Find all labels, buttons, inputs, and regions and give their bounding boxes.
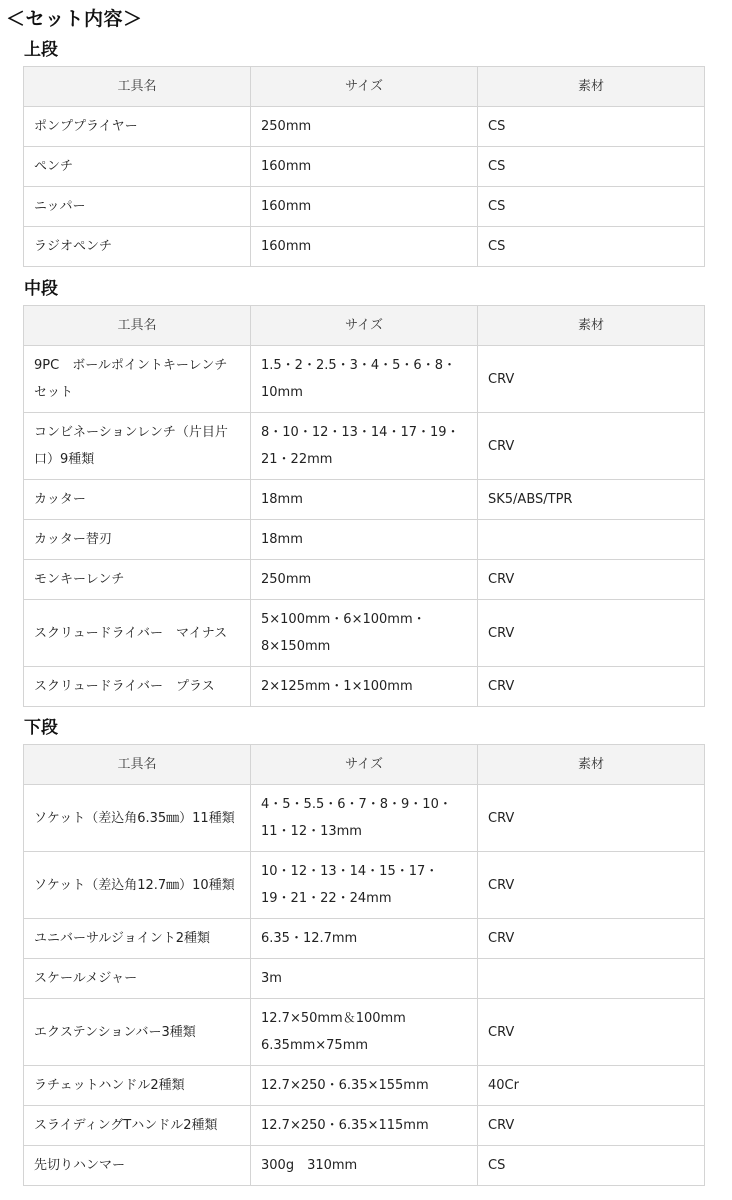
cell-name: スライディングTハンドル2種類 (24, 1106, 251, 1146)
cell-material: CRV (478, 785, 705, 852)
table-header-row (24, 67, 705, 107)
table-row (24, 227, 705, 267)
cell-material: CRV (478, 1106, 705, 1146)
cell-material: CRV (478, 667, 705, 707)
cell-name: モンキーレンチ (24, 560, 251, 600)
cell-material: SK5/ABS/TPR (478, 480, 705, 520)
table-row (24, 785, 705, 852)
cell-material: CS (478, 227, 705, 267)
table-row (24, 480, 705, 520)
column-header-material: 素材 (478, 306, 705, 346)
section-heading-middle: 中段 (24, 279, 58, 299)
cell-name: ペンチ (24, 147, 251, 187)
cell-material: CS (478, 187, 705, 227)
cell-size: 1.5・2・2.5・3・4・5・6・8・10mm (251, 346, 478, 413)
cell-size: 250mm (251, 560, 478, 600)
cell-size: 160mm (251, 147, 478, 187)
cell-size: 18mm (251, 480, 478, 520)
column-header-material: 素材 (478, 745, 705, 785)
cell-name: カッター替刃 (24, 520, 251, 560)
cell-size: 12.7×250・6.35×155mm (251, 1066, 478, 1106)
cell-material: CRV (478, 852, 705, 919)
cell-material: CRV (478, 560, 705, 600)
page-title: ＜セット内容＞ (6, 8, 143, 30)
cell-material: CS (478, 107, 705, 147)
column-header-name: 工具名 (24, 67, 251, 107)
cell-name: エクステンションバー3種類 (24, 999, 251, 1066)
table-row (24, 560, 705, 600)
cell-size: 12.7×50mm＆100mm 6.35mm×75mm (251, 999, 478, 1066)
cell-name: スクリュードライバー マイナス (24, 600, 251, 667)
column-header-name: 工具名 (24, 306, 251, 346)
cell-name: ユニバーサルジョイント2種類 (24, 919, 251, 959)
column-header-material: 素材 (478, 67, 705, 107)
table-row (24, 1146, 705, 1186)
cell-size: 2×125mm・1×100mm (251, 667, 478, 707)
cell-name: スクリュードライバー プラス (24, 667, 251, 707)
cell-name: ソケット（差込角12.7㎜）10種類 (24, 852, 251, 919)
cell-name: ラジオペンチ (24, 227, 251, 267)
column-header-size: サイズ (251, 67, 478, 107)
cell-size: 10・12・13・14・15・17・19・21・22・24mm (251, 852, 478, 919)
column-header-name: 工具名 (24, 745, 251, 785)
cell-material: CRV (478, 600, 705, 667)
cell-name: ソケット（差込角6.35㎜）11種類 (24, 785, 251, 852)
table-row (24, 147, 705, 187)
cell-size: 250mm (251, 107, 478, 147)
cell-material: CRV (478, 413, 705, 480)
cell-name: カッター (24, 480, 251, 520)
cell-size: 3m (251, 959, 478, 999)
table-row (24, 520, 705, 560)
table-header-row (24, 745, 705, 785)
table-row (24, 852, 705, 919)
table-row (24, 959, 705, 999)
cell-size: 8・10・12・13・14・17・19・21・22mm (251, 413, 478, 480)
cell-material: CRV (478, 999, 705, 1066)
table-row (24, 187, 705, 227)
cell-material: CRV (478, 346, 705, 413)
cell-material: CS (478, 147, 705, 187)
table-row (24, 1066, 705, 1106)
table-row (24, 667, 705, 707)
cell-material: CRV (478, 919, 705, 959)
table-row (24, 346, 705, 413)
cell-size: 160mm (251, 227, 478, 267)
spec-table-lower (23, 744, 705, 1186)
cell-name: スケールメジャー (24, 959, 251, 999)
cell-size: 5×100mm・6×100mm・8×150mm (251, 600, 478, 667)
cell-name: ラチェットハンドル2種類 (24, 1066, 251, 1106)
section-heading-lower: 下段 (24, 718, 58, 738)
cell-material (478, 520, 705, 560)
cell-name: コンビネーションレンチ（片目片口）9種類 (24, 413, 251, 480)
cell-name: 先切りハンマー (24, 1146, 251, 1186)
table-row (24, 999, 705, 1066)
column-header-size: サイズ (251, 306, 478, 346)
table-row (24, 1106, 705, 1146)
cell-name: ニッパー (24, 187, 251, 227)
cell-size: 6.35・12.7mm (251, 919, 478, 959)
cell-name: ポンププライヤー (24, 107, 251, 147)
cell-name: 9PC ボールポイントキーレンチセット (24, 346, 251, 413)
table-row (24, 919, 705, 959)
table-row (24, 413, 705, 480)
table-row (24, 107, 705, 147)
cell-size: 18mm (251, 520, 478, 560)
cell-size: 12.7×250・6.35×115mm (251, 1106, 478, 1146)
spec-table-middle (23, 305, 705, 707)
spec-table-upper (23, 66, 705, 267)
cell-size: 300g 310mm (251, 1146, 478, 1186)
cell-size: 4・5・5.5・6・7・8・9・10・11・12・13mm (251, 785, 478, 852)
cell-material: 40Cr (478, 1066, 705, 1106)
table-row (24, 600, 705, 667)
column-header-size: サイズ (251, 745, 478, 785)
table-header-row (24, 306, 705, 346)
section-heading-upper: 上段 (24, 40, 58, 60)
cell-material: CS (478, 1146, 705, 1186)
cell-size: 160mm (251, 187, 478, 227)
cell-material (478, 959, 705, 999)
